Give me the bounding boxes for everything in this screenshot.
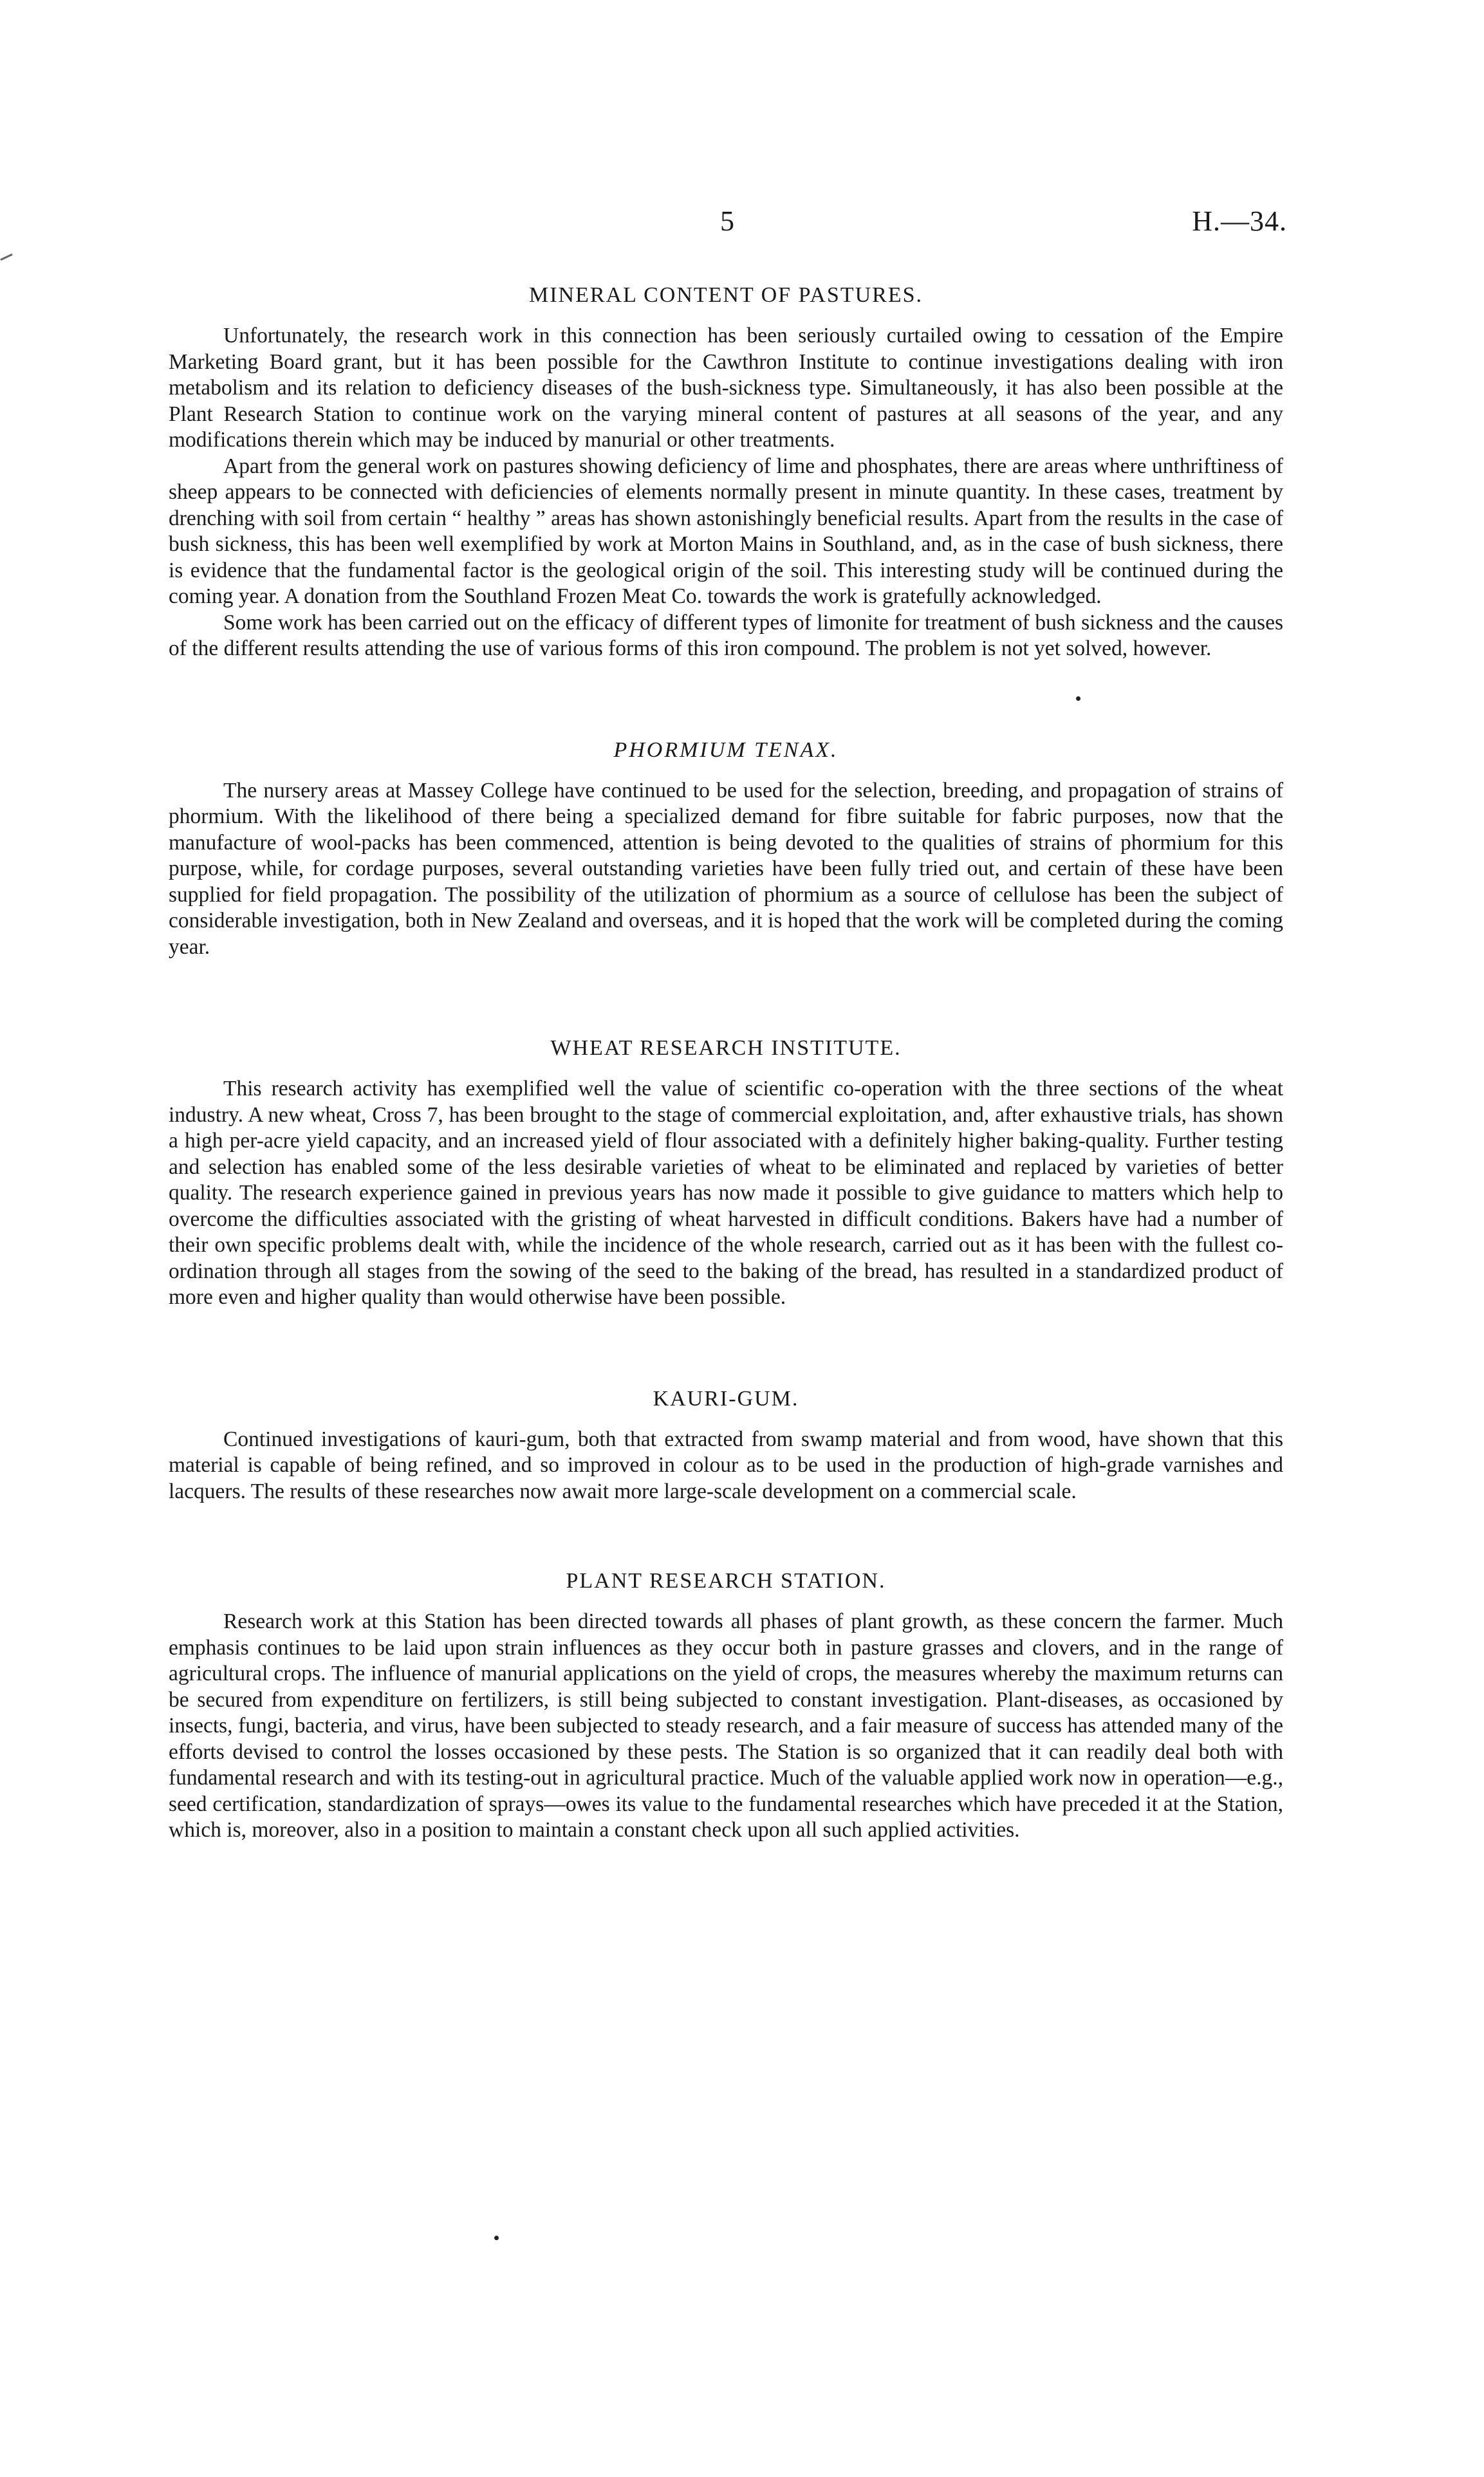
paragraph: Unfortunately, the research work in this connection has been seriously curtailed owing to cessation of the Empire Marketing Board grant, but it has been possible for the Cawthron Institute to continue investigations dealing with iron metabolism and its relation to deficiency diseases of the bush-sickness type. Simultaneously, it has also been possible at the Plant Research Station to continue work on the varying mineral content of pastures at all seasons of the year, and any modifications therein which may be induced by manurial or other treatments. [169, 324, 1283, 452]
section-title: PLANT RESEARCH STATION. [566, 1569, 886, 1593]
stray-ink-dot [494, 2236, 499, 2240]
section-mineral-content [169, 283, 1283, 662]
section-title: KAURI-GUM. [653, 1386, 799, 1411]
paragraph: Research work at this Station has been directed towards all phases of plant growth, as these concern the farmer. Much emphasis continues to be laid upon strain influences as they occur both in pasture grasses and clovers, and in the range of agricultural crops. The influence of manurial applications on the yield of crops, the measures whereby the maximum returns can be secured from expenditure on fertilizers, is still being subjected to constant investigation. Plant-diseases, as occasioned by insects, fungi, bacteria, and virus, have been subjected to steady research, and a fair measure of success has attended many of the efforts devised to control the losses occasioned by these pests. The Station is so organized that it can readily deal both with fundamental research and with its testing-out in agricultural practice. Much of the valuable applied work now in operation—e.g., seed certification, standardization of sprays—owes its value to the fundamental researches which have preceded it at the Station, which is, moreover, also in a position to maintain a constant check upon all such applied activities. [169, 1610, 1283, 1842]
page-header [0, 205, 1484, 243]
section-wheat-research [169, 1036, 1283, 1311]
section-phormium-tenax [169, 738, 1283, 961]
paragraph: Continued investigations of kauri-gum, both that extracted from swamp material and from wood, have shown that this material is capable of being refined, and so improved in colour as to be used in the production of high-grade varnishes and lacquers. The results of these researches now await more large-scale development on a commercial scale. [169, 1427, 1283, 1503]
section-plant-research [169, 1569, 1283, 1844]
edge-scan-mark [0, 254, 12, 261]
stray-ink-dot [1076, 696, 1081, 701]
section-title: PHORMIUM TENAX. [613, 738, 839, 762]
paragraph: This research activity has exemplified well the value of scientific co-operation with the three sections of the wheat industry. A new wheat, Cross 7, has been brought to the stage of commercial exploitation, and, after exhaustive trials, has shown a high per-acre yield capacity, and an increased yield of flour associated with a definitely higher baking-quality. Further testing and selection has enabled some of the less desirable varieties of wheat to be eliminated and replaced by varieties of better quality. The research experience gained in previous years has now made it possible to give guidance to matters which help to overcome the difficulties associated with the gristing of wheat harvested in difficult conditions. Bakers have had a number of their own specific problems dealt with, while the incidence of the whole research, carried out as it has been with the fullest co-ordination through all stages from the sowing of the seed to the baking of the bread, has resulted in a standardized product of more even and higher quality than would otherwise have been possible. [169, 1077, 1283, 1309]
page-number: 5 [720, 205, 734, 237]
paragraph: The nursery areas at Massey College have continued to be used for the selection, breeding, and propagation of strains of phormium. With the likelihood of there being a specialized demand for fibre suitable for fabric purposes, now that the manufacture of wool-packs has been commenced, attention is being devoted to the qualities of strains of phormium for this purpose, while, for cordage purposes, several outstanding varieties have been fully tried out, and certain of these have been supplied for field propagation. The possibility of the utilization of phormium as a source of cellulose has been the subject of considerable investigation, both in New Zealand and overseas, and it is hoped that the work will be completed during the coming year. [169, 778, 1283, 959]
paragraph: Apart from the general work on pastures showing deficiency of lime and phosphates, there are areas where unthriftiness of sheep appears to be connected with deficiencies of elements normally present in minute quantity. In these cases, treatment by drenching with soil from certain “ healthy ” areas has shown astonishingly beneficial results. Apart from the results in the case of bush sickness, this has been well exemplified by work at Morton Mains in Southland, and, as in the case of bush sickness, there is evidence that the fundamental factor is the geological origin of the soil. This interesting study will be continued during the coming year. A donation from the Southland Frozen Meat Co. towards the work is gratefully acknowledged. [169, 454, 1283, 608]
paragraph: Some work has been carried out on the efficacy of different types of limonite for treatment of bush sickness and the causes of the different results attending the use of various forms of this iron compound. The problem is not yet solved, however. [169, 610, 1283, 660]
document-reference: H.—34. [1192, 205, 1287, 237]
page-body [169, 283, 1283, 1844]
section-kauri-gum [169, 1387, 1283, 1505]
section-title: MINERAL CONTENT OF PASTURES. [528, 283, 923, 307]
section-title: WHEAT RESEARCH INSTITUTE. [550, 1036, 902, 1060]
